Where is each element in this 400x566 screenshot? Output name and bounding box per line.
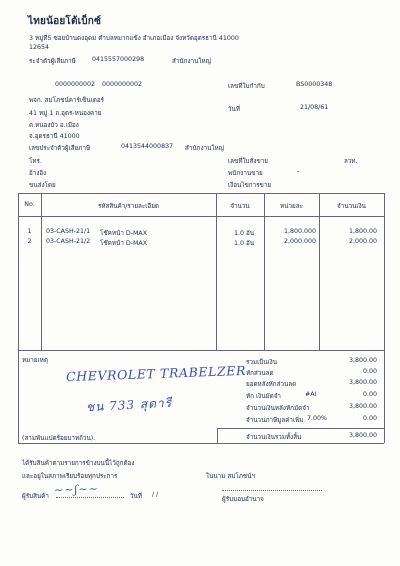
row-amount: 1,800.00 bbox=[348, 228, 377, 235]
ref-label: อ้างอิง bbox=[29, 170, 47, 177]
phone-label: โทร. bbox=[29, 158, 42, 165]
total-value: 3,800.00 bbox=[348, 379, 377, 386]
customer-address-1: 41 หมู่ 1 ถ.อุดร-หนองคาย bbox=[29, 110, 102, 117]
row-code: 03-CASH-21/2 bbox=[46, 238, 91, 245]
total-label: จำนวนเงินรวมทั้งสิ้น bbox=[246, 434, 302, 441]
condition-text: และอยู่ในสภาพเรียบร้อยทุกประการ bbox=[22, 473, 118, 480]
total-label: จำนวนเงินหลังหักมัดจำ bbox=[246, 405, 310, 412]
company-tax-id: 0415557000298 bbox=[92, 56, 145, 63]
total-value: 3,800.00 bbox=[348, 357, 377, 364]
doc-code-a: 0000000002 bbox=[55, 81, 96, 88]
terms-label: เงื่อนไขการขาย bbox=[228, 182, 272, 189]
row-code: 03-CASH-21/1 bbox=[46, 228, 91, 235]
customer-tax-id: 0413544000837 bbox=[121, 143, 174, 150]
amount-in-words: (สามพันแปดร้อยบาทถ้วน). bbox=[22, 435, 96, 442]
row-amount: 2,000.00 bbox=[348, 238, 377, 245]
on-behalf-text: ในนาม สมโภชน์ฯ bbox=[206, 473, 256, 480]
doc-number-label: เลขที่ใบกำกับ bbox=[228, 83, 265, 90]
total-label: หักส่วนลด bbox=[246, 370, 274, 377]
handwritten-vehicle: CHEVROLET TRABELZER bbox=[65, 362, 247, 385]
total-label: รวมเป็นเงิน bbox=[246, 359, 278, 366]
customer-name: พจก. สมโภชน์คาร์เซ็นเตอร์ bbox=[29, 97, 105, 104]
ship-label: ขนส่งโดย bbox=[29, 182, 56, 189]
total-label: หัก เงินมัดจำ bbox=[246, 393, 281, 400]
received-text: ได้รับสินค้าตามรายการข้างบนนี้ไว้ถูกต้อง bbox=[22, 460, 135, 467]
company-branch: สำนักงานใหญ่ bbox=[172, 58, 212, 65]
row-price: 1,800.000 bbox=[283, 228, 316, 235]
total-value: 3,800.00 bbox=[348, 403, 377, 410]
customer-address-3: จ.อุดรธานี 41000 bbox=[29, 133, 80, 140]
row-qty: 1.0 อัน bbox=[234, 230, 255, 237]
receiver-date-blank: / / bbox=[152, 491, 159, 498]
company-name: ไทยน้อยโต้เบ็กซ์ bbox=[28, 16, 102, 27]
doc-code-b: 0000000002 bbox=[102, 81, 143, 88]
customer-address-2: ต.หนองบัว อ.เมือง bbox=[29, 122, 79, 129]
total-label: ยอดหลังหักส่วนลด bbox=[246, 381, 297, 388]
row-desc: โช๊คหน้า D-MAX bbox=[100, 230, 148, 237]
doc-number: BS0000348 bbox=[296, 81, 333, 88]
total-extra: 7.00% bbox=[307, 415, 328, 422]
row-price: 2,000.000 bbox=[283, 238, 316, 245]
customer-tax-label: เลขประจำตัวผู้เสียภาษี bbox=[29, 145, 91, 152]
header-description: รหัสสินค้า/รายละเอียด bbox=[98, 203, 159, 210]
header-quantity: จำนวน bbox=[230, 203, 250, 210]
total-value: 0.00 bbox=[362, 368, 377, 375]
doc-date-label: วันที่ bbox=[228, 106, 240, 113]
total-extra: #AI bbox=[305, 391, 317, 398]
total-label: จำนวนภาษีมูลค่าเพิ่ม bbox=[246, 417, 304, 424]
row-qty: 1.0 อัน bbox=[234, 240, 255, 247]
row-no: 2 bbox=[27, 238, 32, 245]
receiver-label: ผู้รับสินค้า bbox=[22, 493, 49, 500]
header-amount: จำนวนเงิน bbox=[337, 203, 366, 210]
header-no: No. bbox=[24, 201, 35, 208]
handwritten-reference: ชน 733 สุดารี bbox=[85, 395, 173, 415]
company-postcode-line: 12654 bbox=[29, 44, 50, 51]
total-value: 0.00 bbox=[362, 391, 377, 398]
header-unit-price: หน่วยละ bbox=[280, 203, 303, 210]
receiver-signature: ~~ʃ~~ bbox=[53, 482, 100, 497]
notes-label: หมายเหตุ bbox=[22, 357, 48, 364]
receiver-date-label: วันที่ bbox=[130, 493, 142, 500]
company-tax-label: ระจำตัวผู้เสียภาษี bbox=[29, 58, 76, 65]
total-value: 0.00 bbox=[362, 415, 377, 422]
credit-value: ลวท. bbox=[344, 158, 358, 165]
company-address: 3 หมู่ที่5 ซอยบ้านดงอุดม ตำบลหมากแข้ง อำเภอเมือง จังหวัดอุดรธานี 41000 bbox=[29, 35, 239, 42]
sales-label: พนักงานขาย bbox=[228, 170, 263, 177]
sales-value: - bbox=[297, 168, 300, 175]
approver-label: ผู้รับมอบอำนาจ bbox=[222, 496, 264, 503]
po-label: เลขที่ใบสั่งขาย bbox=[228, 158, 268, 165]
total-value: 3,800.00 bbox=[348, 432, 377, 439]
customer-branch: สำนักงานใหญ่ bbox=[185, 145, 225, 152]
row-desc: โช๊คหน้า D-MAX bbox=[100, 240, 148, 247]
doc-date: 21/08/61 bbox=[300, 104, 329, 111]
row-no: 1 bbox=[27, 228, 32, 235]
